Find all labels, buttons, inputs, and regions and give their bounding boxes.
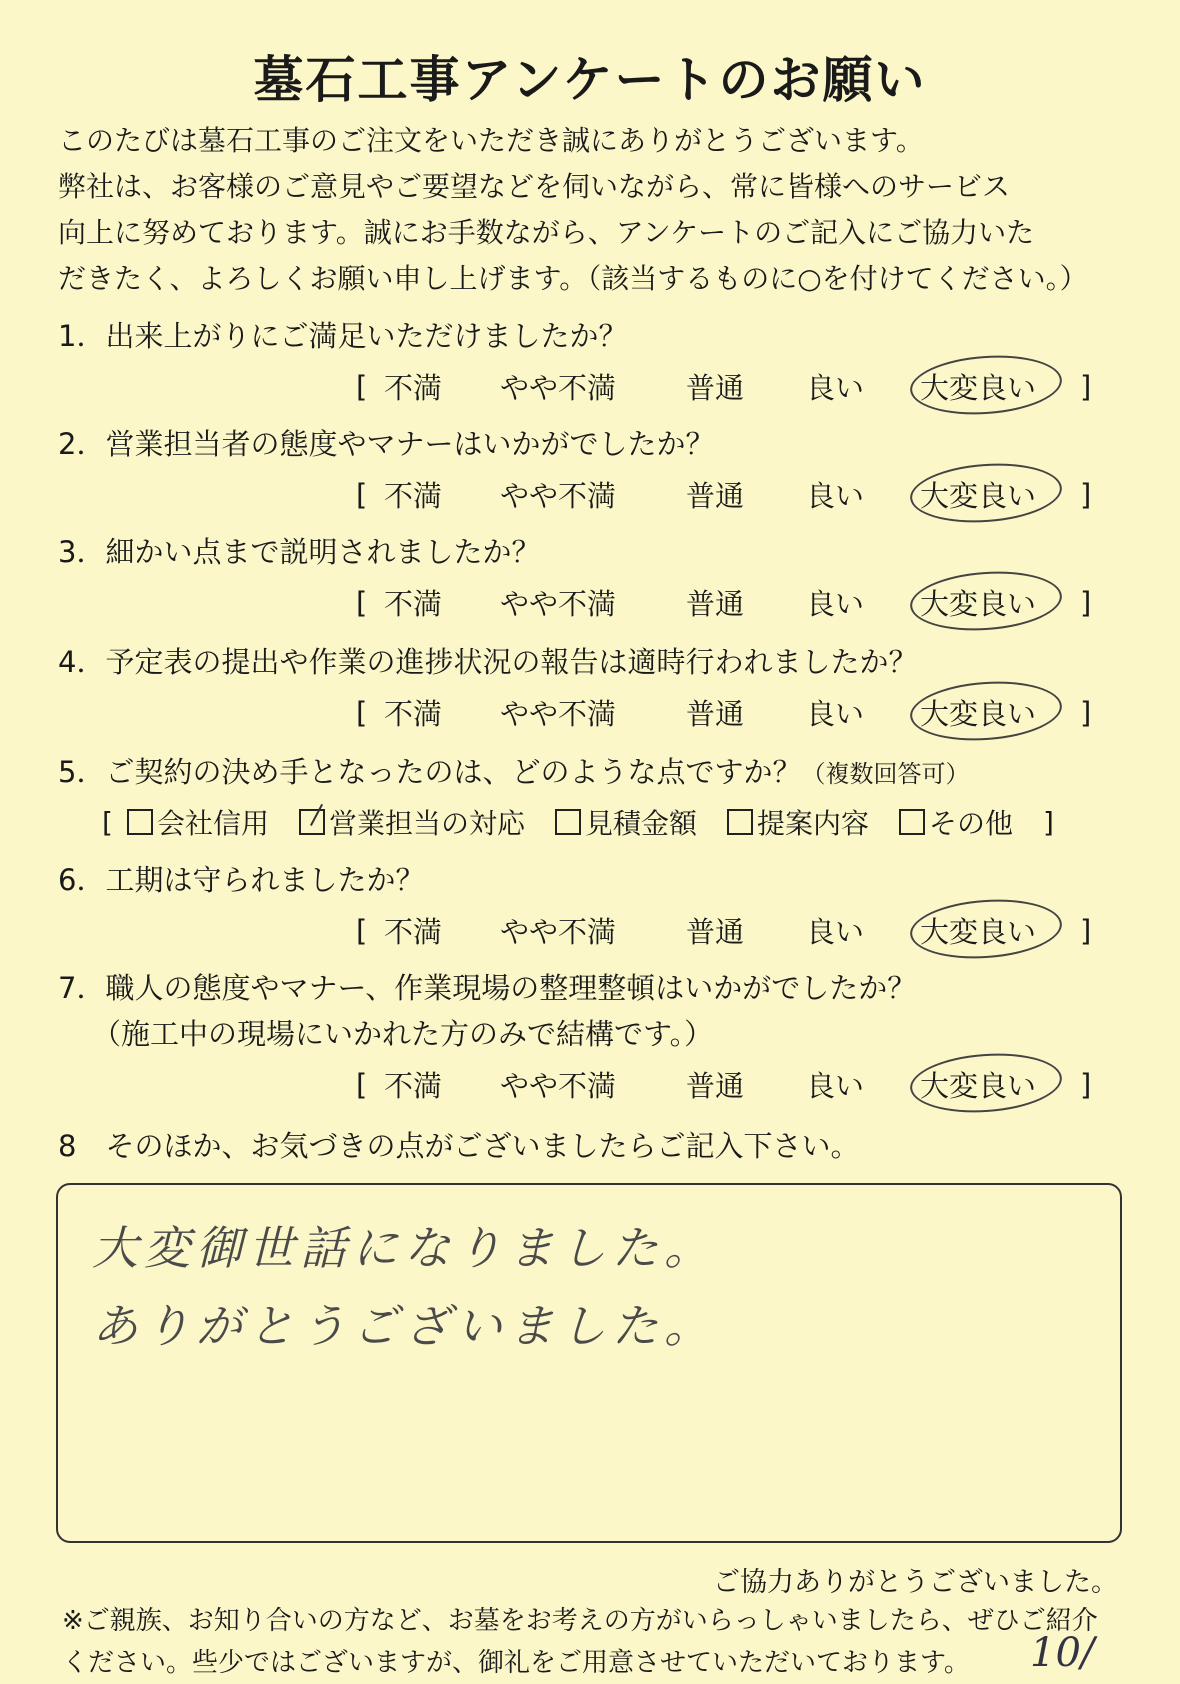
option-yaya-fuman[interactable]: やや不満 <box>500 915 617 949</box>
option-taihen-yoi[interactable]: 大変良い <box>920 1064 1080 1105</box>
option-yaya-fuman[interactable]: やや不満 <box>500 587 617 621</box>
bracket-open: [ <box>356 695 368 730</box>
footer-line: ※ご親族、お知り合いの方など、お墓をお考えの方がいらっしゃいましたら、ぜひご紹介 <box>62 1606 1098 1636</box>
selection-circle <box>908 895 1064 963</box>
intro-line: 弊社は、お客様のご意見やご要望などを伺いながら、常に皆様へのサービス <box>58 170 1011 203</box>
bracket-close: ] <box>1080 585 1092 620</box>
handwritten-comment-line: ありがとうございました。 <box>92 1299 716 1353</box>
rating-row-7 <box>356 1064 1116 1105</box>
option-futsuu[interactable]: 普通 <box>686 587 745 621</box>
option-fuman[interactable]: 不満 <box>384 479 443 513</box>
option-yaya-fuman[interactable]: やや不満 <box>500 479 617 513</box>
bracket-close: ] <box>1080 913 1092 948</box>
selection-circle <box>908 459 1064 527</box>
bracket-open: [ <box>356 477 368 512</box>
option-fuman[interactable]: 不満 <box>384 371 443 405</box>
option-yoi[interactable]: 良い <box>806 371 865 405</box>
checkbox-square[interactable] <box>727 809 753 835</box>
bracket-close: ] <box>1080 695 1092 730</box>
intro-line: だきたく、よろしくお願い申し上げます。（該当するものに○を付けてください。） <box>58 262 1088 295</box>
checkbox-label: 見積金額 <box>584 807 697 840</box>
intro-line: 向上に努めております。誠にお手数ながら、アンケートのご記入にご協力いた <box>58 216 1035 249</box>
intro-text <box>58 118 1138 302</box>
question-5-text: 5．ご契約の決め手となったのは、どのような点ですか？ <box>58 755 802 789</box>
option-taihen-yoi[interactable]: 大変良い <box>920 692 1080 733</box>
question-7-subtext: （施工中の現場にいかれた方のみで結構です。） <box>92 1017 714 1051</box>
checkbox-label: 提案内容 <box>756 807 869 840</box>
question-8: 8 そのほか、お気づきの点がございましたらご記入下さい。 <box>58 1129 860 1163</box>
bracket-open: [ <box>356 1067 368 1102</box>
checkbox-label: その他 <box>929 807 1014 840</box>
checkbox-square[interactable] <box>899 809 925 835</box>
footer-line: ください。些少ではございますが、御礼をご用意させていただいております。 <box>62 1648 970 1678</box>
rating-row-3 <box>356 582 1116 623</box>
option-yaya-fuman[interactable]: やや不満 <box>500 1069 617 1103</box>
option-taihen-yoi[interactable]: 大変良い <box>920 582 1080 623</box>
checkbox-label: 営業担当の対応 <box>328 807 525 840</box>
option-futsuu[interactable]: 普通 <box>686 479 745 513</box>
selection-circle <box>908 677 1064 745</box>
checkbox-teian-naiyou[interactable] <box>727 802 869 842</box>
bracket-close: ] <box>1080 369 1092 404</box>
question-3: 3．細かい点まで説明されましたか？ <box>58 535 541 569</box>
option-yoi[interactable]: 良い <box>806 1069 865 1103</box>
question-7: 7．職人の態度やマナー、作業現場の整理整頓はいかがでしたか？ <box>58 971 917 1005</box>
checkbox-square[interactable] <box>127 809 153 835</box>
selection-circle <box>908 351 1064 419</box>
checkbox-eigyou-taiou[interactable] <box>299 802 525 842</box>
checkbox-kaisha-shinyou[interactable] <box>127 802 269 842</box>
bracket-close: ] <box>1080 1067 1092 1102</box>
question-2: 2．営業担当者の態度やマナーはいかがでしたか？ <box>58 427 715 461</box>
option-fuman[interactable]: 不満 <box>384 697 443 731</box>
footer-note <box>62 1600 1142 1684</box>
rating-row-6 <box>356 910 1116 951</box>
option-taihen-yoi[interactable]: 大変良い <box>920 474 1080 515</box>
checkbox-sonota[interactable] <box>899 802 1013 842</box>
option-yoi[interactable]: 良い <box>806 479 865 513</box>
question-1: 1．出来上がりにご満足いただけましたか？ <box>58 319 628 353</box>
option-taihen-yoi[interactable]: 大変良い <box>920 910 1080 951</box>
selection-circle <box>908 1049 1064 1117</box>
question-5-note: （複数回答可） <box>801 760 970 788</box>
checkbox-row-5 <box>102 802 1122 842</box>
option-fuman[interactable]: 不満 <box>384 915 443 949</box>
bracket-open: [ <box>356 913 368 948</box>
checkbox-mitsumori-kingaku[interactable] <box>555 802 697 842</box>
question-6: 6．工期は守られましたか？ <box>58 863 425 897</box>
option-yaya-fuman[interactable]: やや不満 <box>500 697 617 731</box>
option-futsuu[interactable]: 普通 <box>686 371 745 405</box>
bracket-open: [ <box>102 805 113 839</box>
option-yoi[interactable]: 良い <box>806 697 865 731</box>
bracket-open: [ <box>356 585 368 620</box>
checkbox-label: 会社信用 <box>156 807 269 840</box>
option-futsuu[interactable]: 普通 <box>686 915 745 949</box>
question-5 <box>58 750 969 791</box>
rating-row-4 <box>356 692 1116 733</box>
option-taihen-yoi[interactable]: 大変良い <box>920 366 1080 407</box>
option-fuman[interactable]: 不満 <box>384 587 443 621</box>
bracket-open: [ <box>356 369 368 404</box>
rating-row-1 <box>356 366 1116 407</box>
handwritten-corner-mark: 10/ <box>1030 1630 1095 1676</box>
option-fuman[interactable]: 不満 <box>384 1069 443 1103</box>
option-yaya-fuman[interactable]: やや不満 <box>500 371 617 405</box>
handwritten-comment-line: 大変御世話になりました。 <box>92 1221 716 1275</box>
bracket-close: ] <box>1080 477 1092 512</box>
thanks-text: ご協力ありがとうございました。 <box>713 1567 1118 1598</box>
rating-row-2 <box>356 474 1116 515</box>
option-yoi[interactable]: 良い <box>806 915 865 949</box>
option-futsuu[interactable]: 普通 <box>686 697 745 731</box>
checkbox-square[interactable] <box>299 809 325 835</box>
option-futsuu[interactable]: 普通 <box>686 1069 745 1103</box>
intro-line: このたびは墓石工事のご注文をいただき誠にありがとうございます。 <box>58 124 924 157</box>
selection-circle <box>908 567 1064 635</box>
option-yoi[interactable]: 良い <box>806 587 865 621</box>
bracket-close: ] <box>1043 805 1054 839</box>
page-title: 墓石工事アンケートのお願い <box>253 51 927 109</box>
question-4: 4．予定表の提出や作業の進捗状況の報告は適時行われましたか？ <box>58 645 918 679</box>
checkbox-square[interactable] <box>555 809 581 835</box>
